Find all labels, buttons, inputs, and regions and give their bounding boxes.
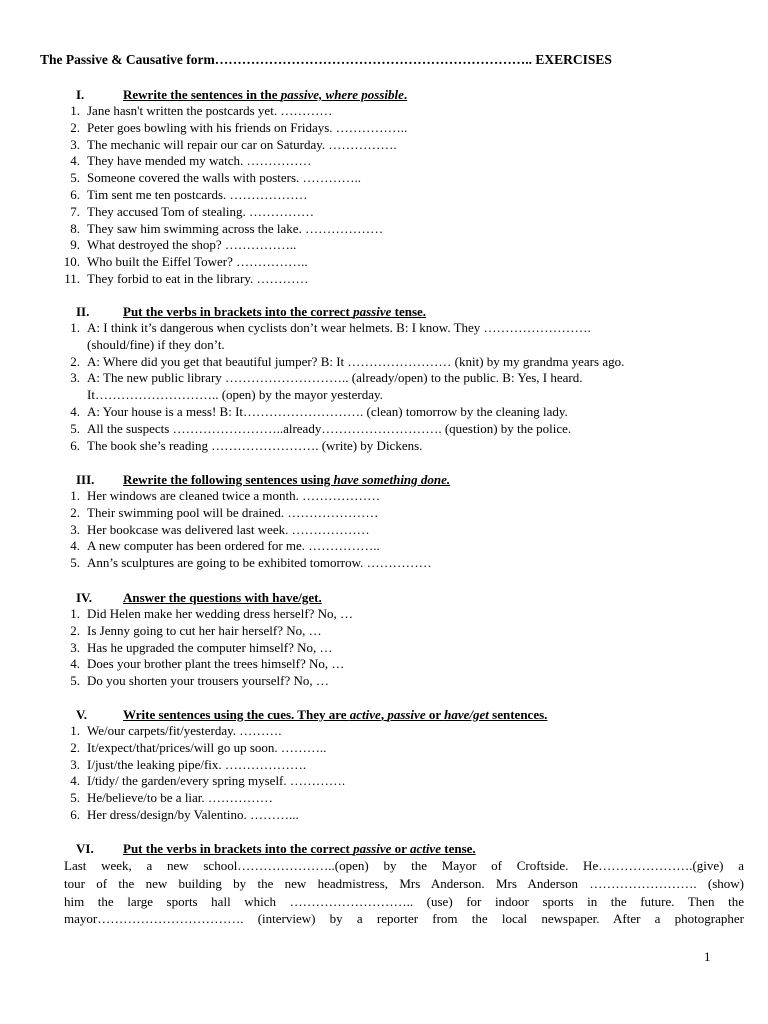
exercise-item: 3. A: The new public library ……………………….. (already/open) to the public. B: Yes, I heard. (70, 370, 583, 386)
exercise-item: 8. They saw him swimming across the lake. ……………… (70, 220, 384, 236)
exercise-item: 2. A: Where did you get that beautiful jumper? B: It …………………… (knit) by my grandma years ago. (70, 353, 625, 369)
section-instruction: Put the verbs in brackets into the correct passive or active tense. (123, 841, 476, 856)
exercise-item: 1. We/our carpets/fit/yesterday. ………. (70, 723, 282, 738)
exercise-item: 10. Who built the Eiffel Tower? …………….. (63, 254, 308, 270)
exercise-item: 6. The book she’s reading ……………………. (write) by Dickens. (70, 437, 423, 453)
section-4 (64, 589, 744, 690)
section-2 (64, 303, 744, 454)
section-numeral: VI. (76, 841, 94, 856)
section-6 (64, 840, 744, 857)
exercise-item: 4. They have mended my watch. …………… (70, 153, 312, 169)
exercise-item: 4. Does your brother plant the trees himself? No, … (70, 656, 345, 672)
section-heading (64, 303, 744, 320)
section-6-paragraph (64, 857, 744, 928)
section-heading (64, 706, 744, 723)
section-3 (64, 471, 744, 572)
section-instruction: Answer the questions with have/get. (123, 590, 322, 605)
paragraph-line: mayor……………………………. (interview) by a reporter from the local newspaper. After a photographer (64, 911, 744, 927)
section-instruction: Write sentences using the cues. They are active, passive or have/get sentences. (123, 707, 548, 722)
section-5 (64, 706, 744, 824)
exercise-item: 6. Her dress/design/by Valentino. ………... (70, 806, 299, 822)
exercise-item: 2. Is Jenny going to cut her hair herself? No, … (70, 622, 322, 638)
exercise-item: 6. Tim sent me ten postcards. ……………… (70, 186, 308, 202)
exercise-item: 2. Peter goes bowling with his friends on Fridays. …………….. (70, 119, 408, 135)
section-instruction: Rewrite the sentences in the passive, where possible. (123, 87, 408, 102)
exercise-item: 1. Jane hasn't written the postcards yet. ………… (70, 103, 333, 118)
exercise-item: 5. Someone covered the walls with posters. ………….. (70, 170, 362, 186)
section-heading (64, 471, 744, 488)
section-1 (64, 86, 744, 288)
exercise-item: 4. I/tidy/ the garden/every spring myself. …………. (70, 773, 346, 789)
exercise-item: 5. He/believe/to be a liar. …………… (70, 790, 273, 806)
exercise-item: 1. Did Helen make her wedding dress herself? No, … (70, 606, 354, 621)
section-numeral: IV. (76, 590, 93, 605)
page-number: 1 (704, 949, 711, 964)
exercise-item: 5. Do you shorten your trousers yourself? No, … (70, 673, 329, 689)
exercise-item: 3. The mechanic will repair our car on Saturday. ……………. (70, 136, 397, 152)
exercise-item: 3. Her bookcase was delivered last week. ……………… (70, 521, 370, 537)
exercise-item: 1. A: I think it’s dangerous when cyclists don’t wear helmets. B: I know. They ……………………. (70, 320, 591, 335)
exercise-item: 5. All the suspects ……………………..already………………………. (question) by the police. (70, 420, 572, 436)
exercise-item: 5. Ann’s sculptures are going to be exhibited tomorrow. …………… (70, 555, 432, 571)
exercise-item: 4. A new computer has been ordered for me. …………….. (70, 538, 380, 554)
exercise-item-continuation: (should/fine) if they don’t. (87, 336, 225, 352)
section-numeral: V. (76, 707, 87, 722)
paragraph-line: him the large sports hall which ……………………….. (use) for indoor sports in the future. Then the (64, 893, 744, 909)
exercise-item: 4. A: Your house is a mess! B: It………………………. (clean) tomorrow by the cleaning lady. (70, 403, 568, 419)
section-heading (64, 840, 744, 857)
section-heading (64, 589, 744, 606)
exercise-item: 9. What destroyed the shop? …………….. (70, 237, 297, 253)
exercise-item: 3. Has he upgraded the computer himself? No, … (70, 639, 333, 655)
section-heading (64, 86, 744, 103)
document-title: The Passive & Causative form…………………………………………………………….. EXERCISES (40, 52, 612, 67)
exercise-item: 2. Their swimming pool will be drained. ………………… (70, 504, 379, 520)
exercise-item: 11. They forbid to eat in the library. ………… (64, 270, 309, 286)
paragraph-line: tour of the new building by the new headmistress, Mrs Anderson. Mrs Anderson ……………………. (show) (64, 875, 744, 891)
exercise-item-continuation: It……………………….. (open) by the mayor yesterday. (87, 387, 383, 403)
exercise-item: 7. They accused Tom of stealing. …………… (70, 203, 315, 219)
section-numeral: III. (76, 472, 95, 487)
exercise-item: 3. I/just/the leaking pipe/fix. ………………. (70, 756, 307, 772)
section-instruction: Put the verbs in brackets into the correct passive tense. (123, 304, 427, 319)
exercise-item: 2. It/expect/that/prices/will go up soon. ……….. (70, 739, 327, 755)
section-numeral: II. (76, 304, 90, 319)
section-numeral: I. (76, 87, 85, 102)
paragraph-line: Last week, a new school…………………..(open) by the Mayor of Croftside. He………………….(give) a (64, 858, 744, 873)
exercise-item: 1. Her windows are cleaned twice a month. ……………… (70, 488, 381, 503)
section-instruction: Rewrite the following sentences using have something done. (123, 472, 451, 487)
